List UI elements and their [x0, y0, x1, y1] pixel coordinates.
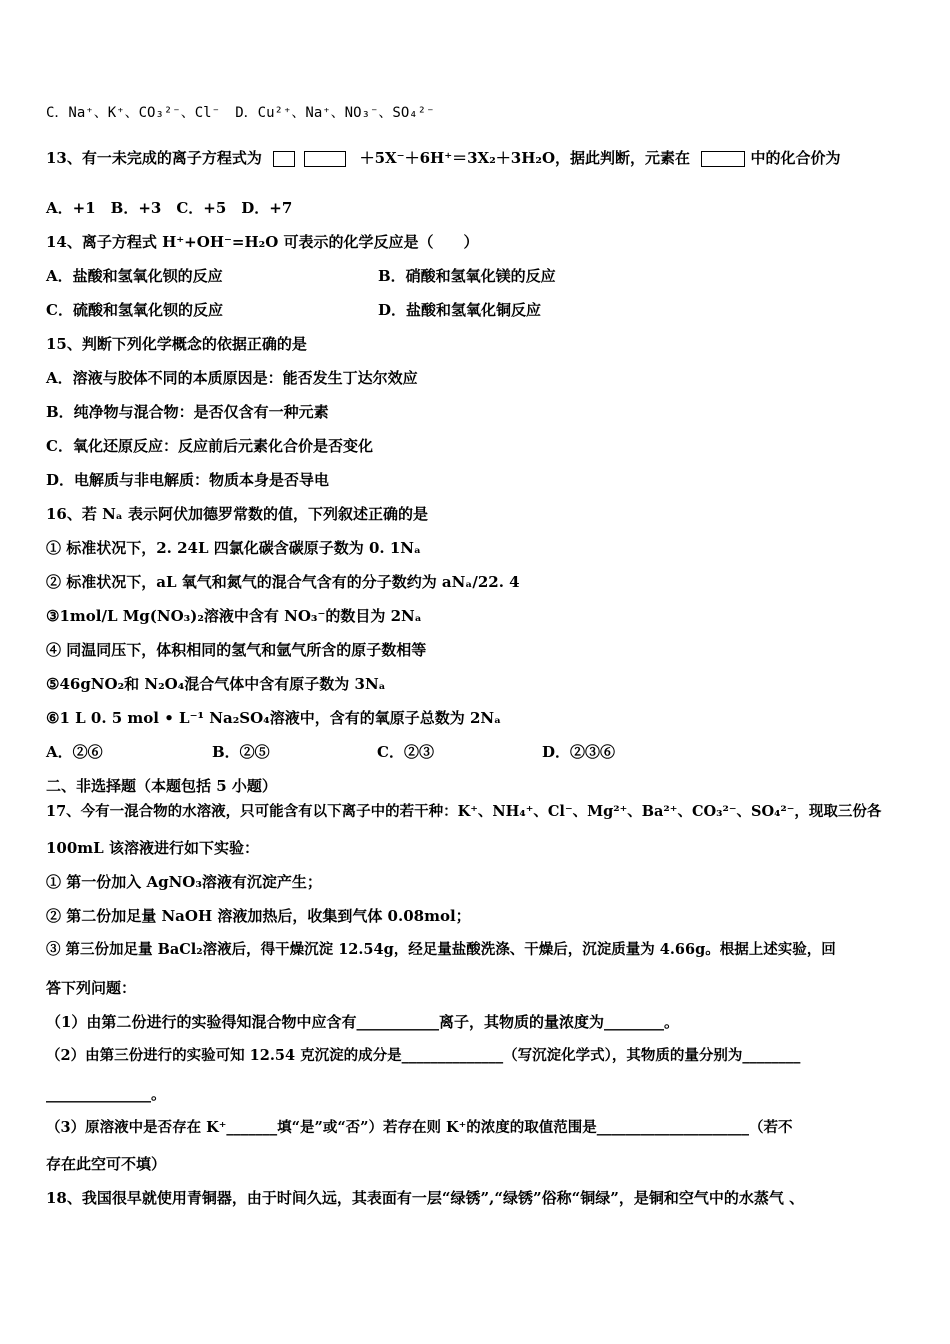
q16-statement-3: ③1mol/L Mg(NO₃)₂溶液中含有 NO₃⁻的数目为 2Nₐ: [46, 607, 422, 625]
q13-options: A．+1 B．+3 C．+5 D．+7: [46, 199, 293, 217]
q14-stem: 14、离子方程式 H⁺+OH⁻=H₂O 可表示的化学反应是（ ）: [46, 233, 479, 251]
q12-option-d: D．Cu²⁺、Na⁺、NO₃⁻、SO₄²⁻: [235, 105, 435, 121]
q17-stem-line-1: 17、今有一混合物的水溶液，只可能含有以下离子中的若干种：K⁺、NH₄⁺、Cl⁻、Mg²⁺、Ba²⁺、CO₃²⁻、SO₄²⁻，现取三份各: [46, 803, 882, 820]
q18-stem: 18、我国很早就使用青铜器，由于时间久远，其表面有一层“绿锈”,“绿锈”俗称“铜绿”，是铜和空气中的水蒸气 、: [46, 1189, 805, 1207]
q13-blank-box-2: [304, 151, 346, 167]
q17-part-1: （1）由第二份进行的实验得知混合物中应含有___________离子，其物质的量浓度为________。: [46, 1013, 679, 1031]
q13-stem-c: 中的化合价为: [750, 149, 841, 167]
q15-option-d: D．电解质与非电解质：物质本身是否导电: [46, 471, 330, 489]
q17-experiment-3-line-2: 答下列问题：: [46, 979, 137, 997]
q13-stem: [46, 148, 841, 168]
q17-experiment-1: ① 第一份加入 AgNO₃溶液有沉淀产生；: [46, 873, 322, 891]
q16-option-c: C．②③: [377, 743, 434, 761]
q13-blank-box-3: [701, 151, 745, 167]
q15-option-c: C．氧化还原反应：反应前后元素化合价是否变化: [46, 437, 373, 455]
q17-part-3-line-1: （3）原溶液中是否存在 K⁺_______填“是”或“否”）若存在则 K⁺的浓度的取值范围是_____________________（若不: [46, 1119, 793, 1136]
q16-option-b: B．②⑤: [212, 743, 270, 761]
q16-statement-4: ④ 同温同压下，体积相同的氢气和氩气所含的原子数相等: [46, 641, 427, 659]
q17-experiment-2: ② 第二份加足量 NaOH 溶液加热后，收集到气体 0.08mol；: [46, 907, 471, 925]
q16-stem: 16、若 Nₐ 表示阿伏加德罗常数的值，下列叙述正确的是: [46, 505, 429, 523]
q16-statement-6: ⑥1 L 0. 5 mol • L⁻¹ Na₂SO₄溶液中，含有的氧原子总数为 2Nₐ: [46, 709, 502, 727]
q12-option-c: C．Na⁺、K⁺、CO₃²⁻、Cl⁻: [46, 105, 221, 121]
q14-row-ab: [46, 266, 906, 286]
section-2-heading: 二、非选择题（本题包括 5 小题）: [46, 777, 277, 795]
q14-option-b: B．硝酸和氢氧化镁的反应: [378, 267, 556, 285]
q13-stem-a: 13、有一未完成的离子方程式为: [46, 149, 262, 167]
q16-statement-5: ⑤46gNO₂和 N₂O₄混合气体中含有原子数为 3Nₐ: [46, 675, 386, 693]
q17-part-2-line-1: （2）由第三份进行的实验可知 12.54 克沉淀的成分是______________（写沉淀化学式），其物质的量分别为________: [46, 1047, 801, 1064]
q16-option-a: A．②⑥: [46, 743, 103, 761]
q14-option-a: A．盐酸和氢氧化钡的反应: [46, 267, 223, 285]
q15-option-b: B．纯净物与混合物：是否仅含有一种元素: [46, 403, 329, 421]
q17-experiment-3-line-1: ③ 第三份加足量 BaCl₂溶液后，得干燥沉淀 12.54g，经足量盐酸洗涤、干燥后，沉淀质量为 4.66g。根据上述实验，回: [46, 941, 836, 958]
q15-stem: 15、判断下列化学概念的依据正确的是: [46, 335, 307, 353]
q12-options-row: [46, 102, 435, 123]
q13-stem-b: ＋5X⁻＋6H⁺＝3X₂＋3H₂O，据此判断，元素在: [359, 149, 691, 167]
q17-part-2-line-2: ______________。: [46, 1085, 167, 1103]
q17-part-3-line-2: 存在此空可不填）: [46, 1155, 167, 1173]
q16-statement-2: ② 标准状况下，aL 氧气和氮气的混合气含有的分子数约为 aNₐ/22. 4: [46, 573, 520, 591]
q14-row-cd: [46, 300, 906, 320]
q15-option-a: A．溶液与胶体不同的本质原因是：能否发生丁达尔效应: [46, 369, 418, 387]
q16-statement-1: ① 标准状况下，2. 24L 四氯化碳含碳原子数为 0. 1Nₐ: [46, 539, 421, 557]
q16-option-d: D．②③⑥: [542, 743, 616, 761]
q14-option-c: C．硫酸和氢氧化钡的反应: [46, 301, 223, 319]
q17-stem-line-2: 100mL 该溶液进行如下实验：: [46, 839, 259, 857]
q13-blank-box-1: [273, 151, 295, 167]
q14-option-d: D．盐酸和氢氧化铜反应: [378, 301, 542, 319]
